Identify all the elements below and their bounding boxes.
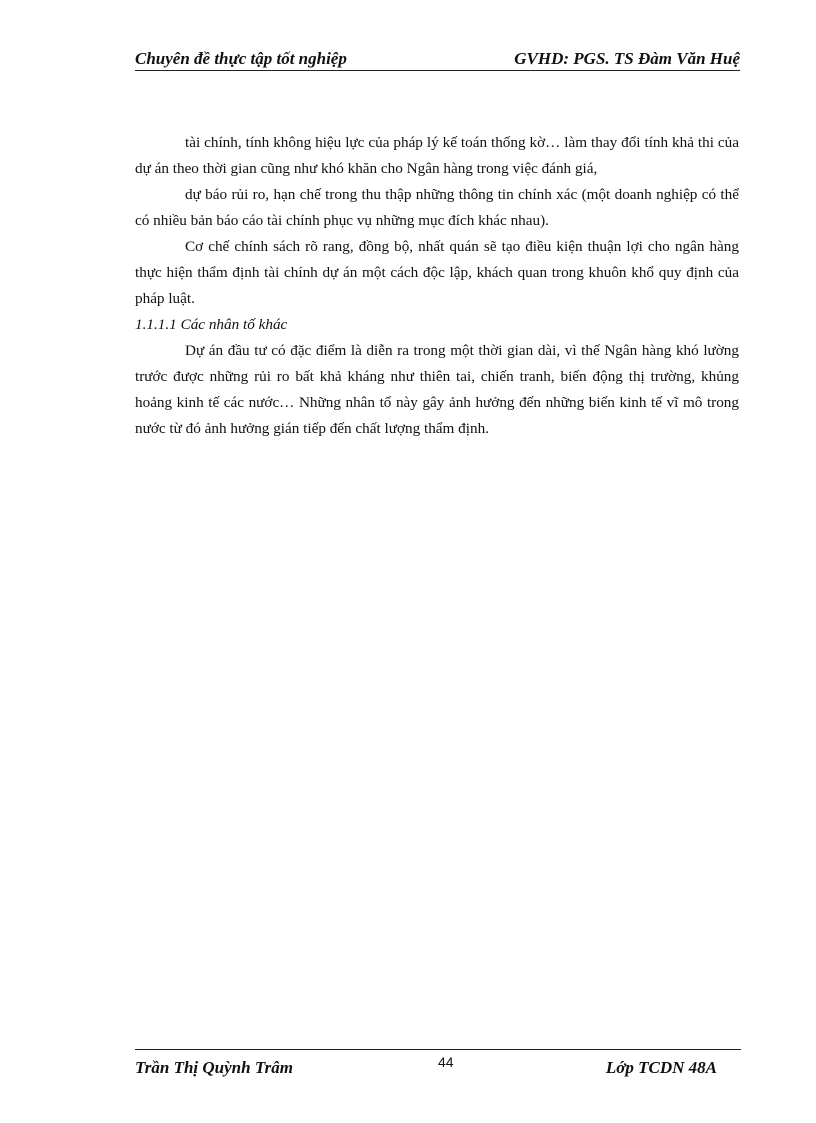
paragraph-1: tài chính, tính không hiệu lực của pháp lý kế toán thống kờ… làm thay đổi tính khả thi của dự án theo thời gian cũng như khó khăn cho Ngân hàng trong việc đánh giá, bbox=[135, 134, 739, 177]
document-body bbox=[135, 130, 739, 442]
paragraph-4: Dự án đầu tư có đặc điểm là diễn ra trong một thời gian dài, vì thế Ngân hàng khó lường trước được những rủi ro bất khả kháng như thiên tai, chiến tranh, biến động thị trường, khủng hoảng kinh tế các nước… Những nhân tố này gây ảnh hưởng đến những biến kinh tế vĩ mô trong nước từ đó ảnh hưởng gián tiếp đến chất lượng thẩm định. bbox=[135, 342, 739, 437]
paragraph-3: Cơ chế chính sách rõ rang, đồng bộ, nhất quán sẽ tạo điều kiện thuận lợi cho ngân hàng thực hiện thẩm định tài chính dự án một cách độc lập, khách quan trong khuôn khổ quy định của pháp luật. bbox=[135, 238, 739, 307]
page-footer bbox=[135, 1049, 741, 1080]
section-heading: 1.1.1.1 Các nhân tố khác bbox=[135, 316, 288, 333]
header-supervisor: GVHD: PGS. TS Đàm Văn Huệ bbox=[514, 49, 740, 68]
page-header bbox=[135, 46, 740, 71]
paragraph-2: dự báo rủi ro, hạn chế trong thu thập những thông tin chính xác (một doanh nghiệp có thể có nhiều bản báo cáo tài chính phục vụ những mục đích khác nhau). bbox=[135, 186, 739, 229]
footer-author: Trần Thị Quỳnh Trâm bbox=[135, 1058, 293, 1077]
page-number: 44 bbox=[438, 1054, 454, 1070]
header-title: Chuyên đề thực tập tốt nghiệp bbox=[135, 49, 347, 68]
footer-class: Lớp TCDN 48A bbox=[605, 1058, 717, 1077]
